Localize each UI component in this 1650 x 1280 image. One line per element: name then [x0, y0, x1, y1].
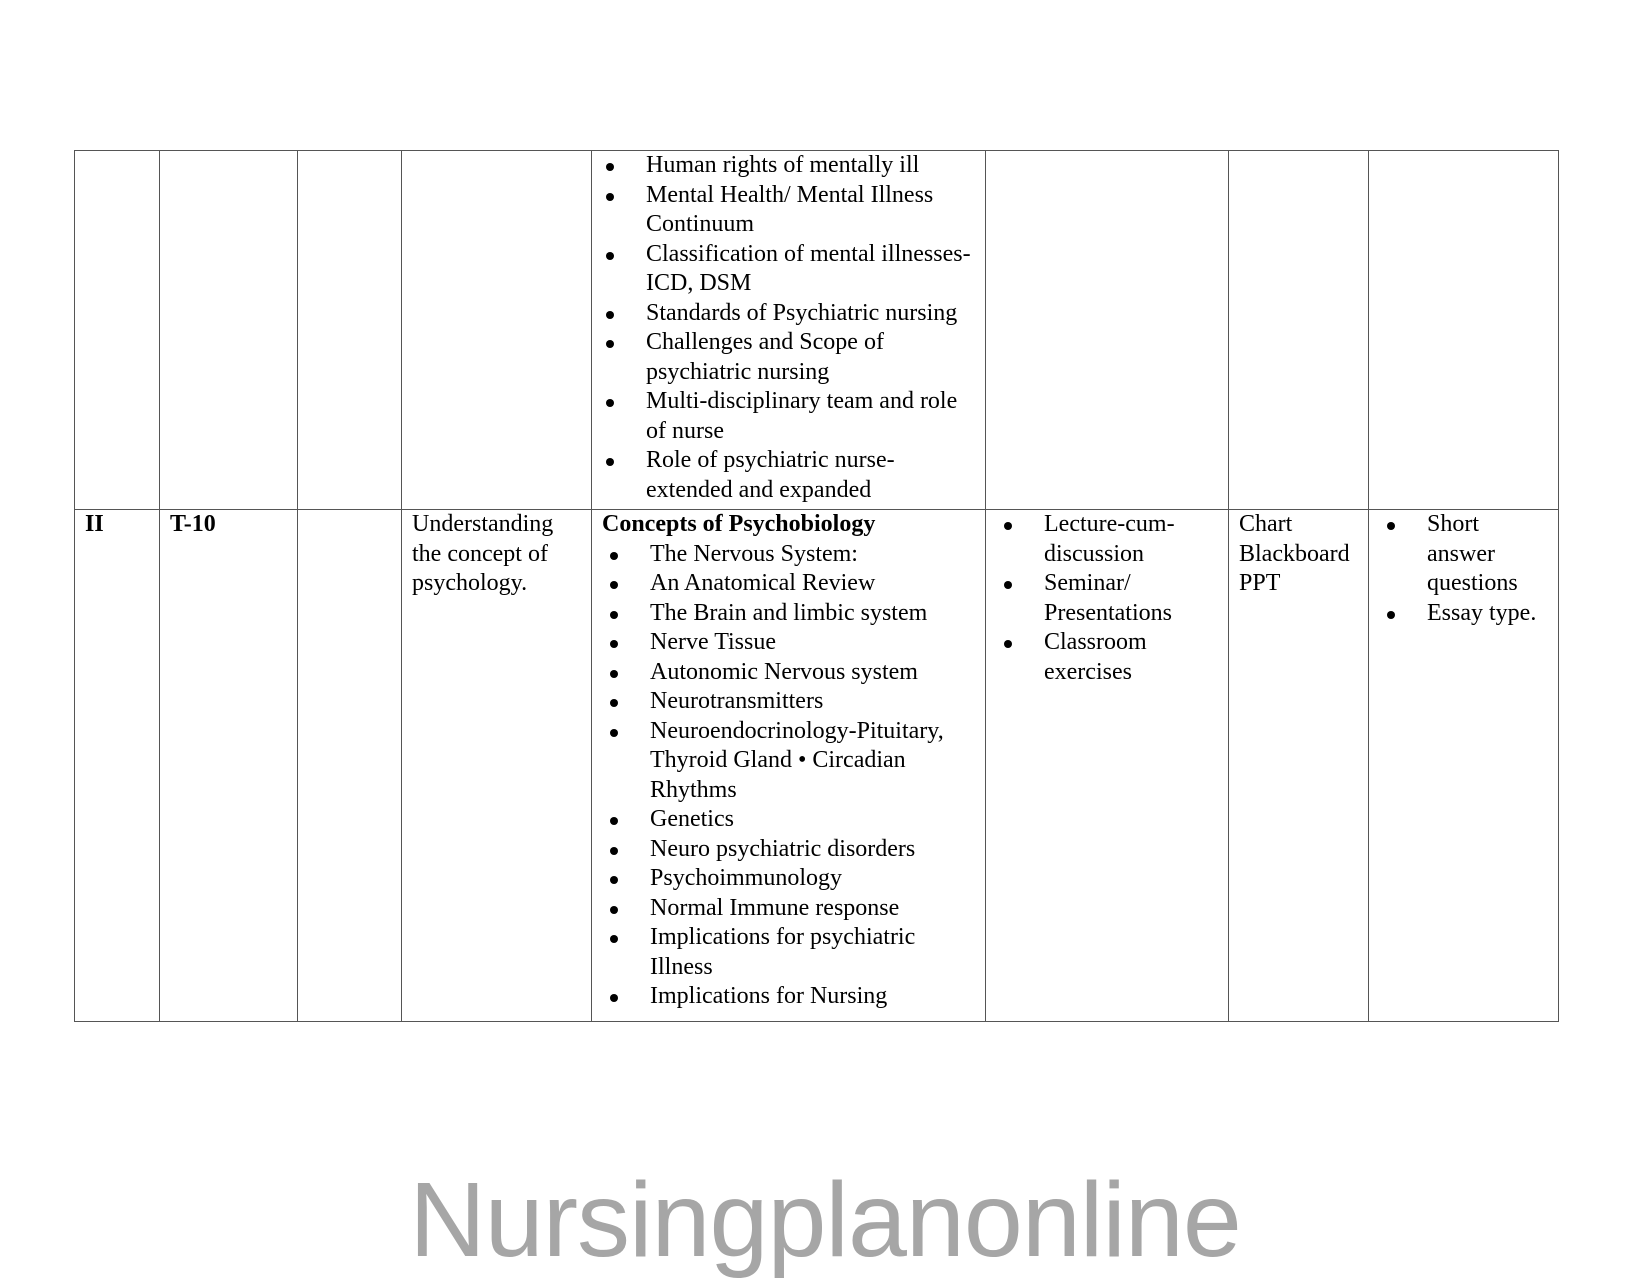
list-item: Normal Immune response: [602, 894, 975, 924]
list-item: Challenges and Scope of psychiatric nursing: [598, 328, 975, 387]
evaluation-cell: [1369, 151, 1559, 510]
watermark: Nursingplanonline: [409, 1161, 1241, 1279]
methods-cell: [986, 510, 1229, 1022]
empty-cell: [298, 510, 402, 1022]
list-item: Neuroendocrinology-Pituitary, Thyroid Gland • Circadian Rhythms: [602, 717, 975, 806]
aid-item: PPT: [1239, 570, 1281, 596]
list-item: Genetics: [602, 805, 975, 835]
aids-cell: [1229, 151, 1369, 510]
content-list: [602, 540, 975, 1012]
list-item: Short answer questions: [1379, 510, 1548, 599]
methods-list: [996, 510, 1218, 687]
list-item: Psychoimmunology: [602, 864, 975, 894]
lesson-plan-table: [74, 150, 1559, 1022]
list-item: Neuro psychiatric disorders: [602, 835, 975, 865]
aid-item: Chart: [1239, 511, 1293, 537]
topic-heading: Concepts of Psychobiology: [602, 511, 876, 537]
list-item: An Anatomical Review: [602, 569, 975, 599]
content-cell: [592, 510, 986, 1022]
time-cell: [160, 151, 298, 510]
list-item: The Nervous System:: [602, 540, 975, 570]
list-item: Nerve Tissue: [602, 628, 975, 658]
list-item: Implications for psychiatric Illness: [602, 923, 975, 982]
list-item: Lecture-cum-discussion: [996, 510, 1218, 569]
list-item: Mental Health/ Mental Illness Continuum: [598, 181, 975, 240]
list-item: Classification of mental illnesses-ICD, DSM: [598, 240, 975, 299]
content-cell: [592, 151, 986, 510]
list-item: Classroom exercises: [996, 628, 1218, 687]
time-cell: T-10: [160, 510, 298, 1022]
list-item: Standards of Psychiatric nursing: [598, 299, 975, 329]
list-item: Role of psychiatric nurse-extended and expanded: [598, 446, 975, 505]
methods-cell: [986, 151, 1229, 510]
evaluation-list: [1379, 510, 1548, 628]
content-list: [598, 151, 975, 505]
list-item: Human rights of mentally ill: [598, 151, 975, 181]
objectives-cell: Understanding the concept of psychology.: [402, 510, 592, 1022]
list-item: The Brain and limbic system: [602, 599, 975, 629]
unit-cell: [75, 151, 160, 510]
unit-cell: II: [75, 510, 160, 1022]
objectives-cell: [402, 151, 592, 510]
list-item: Implications for Nursing: [602, 982, 975, 1012]
list-item: Neurotransmitters: [602, 687, 975, 717]
table-row: [75, 151, 1559, 510]
table-row: [75, 510, 1559, 1022]
list-item: Seminar/ Presentations: [996, 569, 1218, 628]
list-item: Multi-disciplinary team and role of nurse: [598, 387, 975, 446]
empty-cell: [298, 151, 402, 510]
aids-cell: [1229, 510, 1369, 1022]
list-item: Essay type.: [1379, 599, 1548, 629]
aid-item: Blackboard: [1239, 540, 1350, 567]
evaluation-cell: [1369, 510, 1559, 1022]
list-item: Autonomic Nervous system: [602, 658, 975, 688]
